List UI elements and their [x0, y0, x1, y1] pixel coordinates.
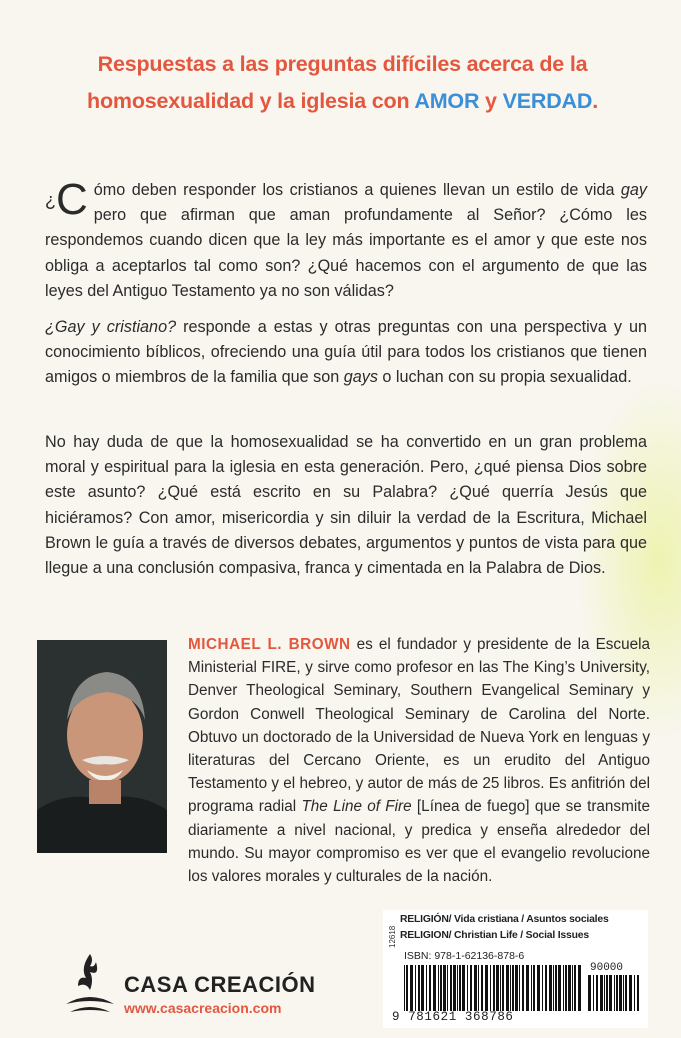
drop-cap [45, 175, 88, 224]
barcode-side-number: 12618 [388, 925, 397, 948]
author-photo [37, 640, 167, 853]
book-title-italic: ¿Gay y cristiano? [45, 318, 177, 336]
headline-period: . [592, 89, 598, 113]
barcode-addon [588, 975, 640, 1011]
headline-line-2 [60, 83, 625, 120]
barcode-digits: 9 781621 368786 [392, 1010, 514, 1024]
paragraph-3: No hay duda de que la homosexualidad se ha convertido en un gran problema moral y espiritual para la iglesia en esta generación. Pero, ¿qué piensa Dios sobre este asunto? ¿Qué está escrito en su Palabra? ¿Qué querría Jesús que hiciéramos? Con amor, misericordia y sin diluir la verdad de la Escritura, Michael Brown le guía a través de diversos debates, argumentos y puntos de vista para que llegue a una conclusión compasiva, franca y cimentada en la Palabra de Dios. [45, 433, 647, 578]
author-name: MICHAEL L. BROWN [188, 636, 351, 653]
headline-line-1: Respuestas a las preguntas difíciles acerca de la [97, 52, 588, 76]
headline [60, 46, 625, 120]
paragraph-1 [45, 175, 647, 304]
headline-line-2-text: homosexualidad y la iglesia con [87, 89, 415, 113]
isbn-text: ISBN: 978-1-62136-878-6 [404, 950, 525, 962]
category-spanish-bold: RELIGIÓN/ [400, 914, 452, 925]
paragraph-2 [45, 315, 647, 391]
paragraph-2-gays: gays [343, 368, 378, 387]
category-english [400, 930, 589, 941]
paragraph-2-text-b: o luchan con su propia sexualidad. [377, 368, 632, 387]
author-bio-text-b: [Línea de fuego] que se transmite diariamente a nivel nacional, y predica y enseña alrededor del mundo. Su mayor compromiso es ver que el evangelio revolucione los valores morales y culturales de la nación. [188, 798, 650, 886]
paragraph-1-gay: gay [620, 181, 647, 199]
publisher-name: CASA CREACIÓN [124, 972, 316, 997]
category-english-bold: RELIGION/ [400, 930, 452, 941]
price-code: 90000 [590, 962, 624, 974]
publisher-url: www.casacreacion.com [124, 1000, 282, 1016]
author-bio-text-a: es el fundador y presidente de la Escuela Ministerial FIRE, y sirve como profesor en las The King’s University, Denver Theological Seminary, Southern Evangelical Seminary y Gordon Conwell Theological Seminary de Carolina del Norte. Obtuvo un doctorado de la Universidad de Nueva York en lenguas y literaturas del Cercano Oriente, es un erudito del Antiguo Testamento y el hebreo, y autor de más de 25 libros. Es anfitrión del programa radial [188, 636, 650, 816]
paragraph-1-text-b: pero que afirman que aman profundamente al Señor? ¿Cómo les respondemos cuando dicen que la ley más importante es el amor y que este nos obliga a aceptarlos tal como son? ¿Qué hacemos con el argumento de que las leyes del Antiguo Testamento ya no son válidas? [45, 206, 647, 300]
drop-cap-question-mark: ¿ [45, 190, 56, 210]
headline-verdad: VERDAD [502, 89, 593, 113]
barcode-main [404, 965, 582, 1011]
paragraph-1-text-a: ómo deben responder los cristianos a quienes llevan un estilo de vida [93, 181, 621, 199]
headline-y: y [479, 89, 503, 113]
radio-show-title: The Line of Fire [301, 798, 412, 816]
publisher-logo [60, 950, 330, 1020]
drop-cap-letter: C [56, 175, 88, 224]
author-bio [188, 633, 650, 888]
paragraph-2-text-a: responde a estas y otras preguntas con una perspectiva y un conocimiento bíblicos, ofreciendo una guía útil para todos los cristianos que tienen amigos o miembros de la familia que son [45, 318, 647, 387]
headline-amor: AMOR [414, 89, 480, 113]
category-english-rest: Christian Life / Social Issues [451, 930, 589, 941]
flame-icon [60, 950, 120, 1020]
category-spanish [400, 914, 609, 925]
author-photo-illustration [37, 640, 167, 853]
category-spanish-rest: Vida cristiana / Asuntos sociales [451, 914, 609, 925]
